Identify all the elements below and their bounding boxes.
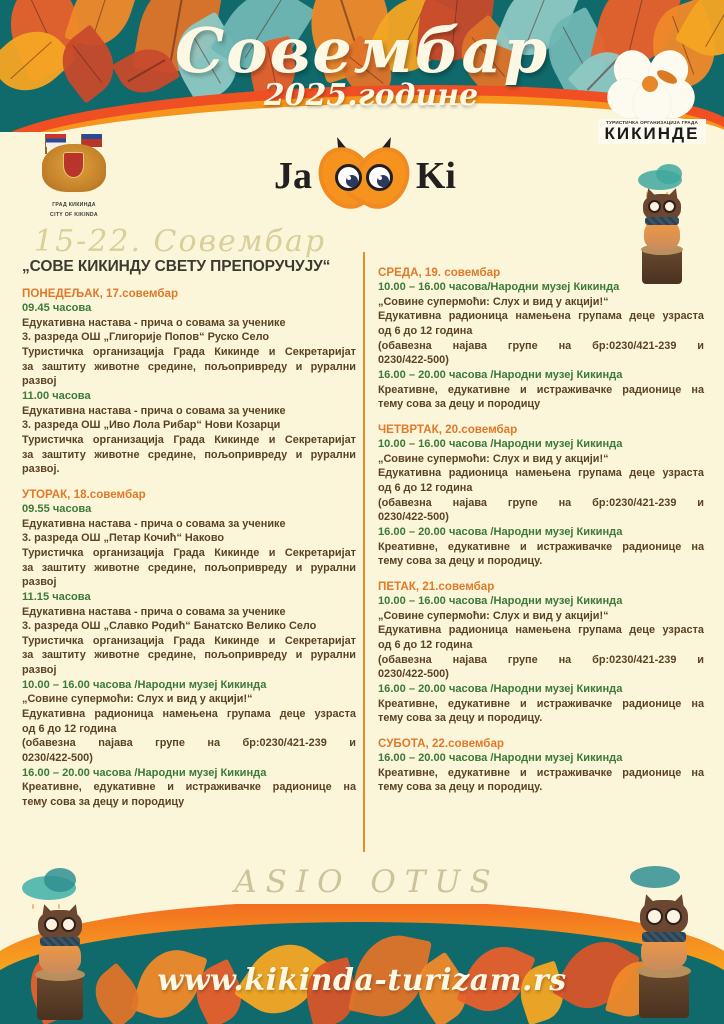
event-time: 11.00 часова bbox=[22, 389, 91, 402]
event-detail-line: Туристичка организација Града Кикинде и Секретаријат bbox=[22, 433, 356, 446]
event-time: 16.00 – 20.00 часова /Народни музеј Кикинда bbox=[378, 751, 623, 764]
owl-eye-left-icon bbox=[335, 164, 362, 191]
event-detail-line: 0230/422-500) bbox=[378, 668, 449, 681]
event-detail-line: „Совине супермоћи: Слух и вид у акцији!“ bbox=[378, 609, 609, 622]
event-detail-line: за заштиту животне средине, пољопривреду и рурални bbox=[22, 448, 356, 461]
event-detail-line: Туристичка организација Града Кикинде и Секретаријат bbox=[22, 634, 356, 647]
event-detail-line: тему сова за децу и породицу bbox=[22, 796, 185, 808]
day-heading: СРЕДА, 19. совембар bbox=[378, 266, 501, 279]
column-divider bbox=[363, 252, 365, 852]
event-detail-line: Креативне, едукативне и истраживачке радионице на bbox=[378, 540, 704, 553]
jaki-left-text: Ja bbox=[274, 155, 312, 197]
event-detail-line: тему сова за децу и породицу. bbox=[378, 781, 543, 794]
event-detail-line: Креативне, едукативне и истраживачке радионице на bbox=[378, 697, 704, 710]
event-time: 10.00 – 16.00 часова/Народни музеј Кикинда bbox=[378, 281, 620, 293]
day-heading: ПОНЕДЕЉАК, 17.совембар bbox=[22, 287, 179, 300]
event-detail-line: (обавезна најава групе на бр:0230/421-239 и bbox=[378, 653, 704, 666]
event-detail-line: 3. разреда ОШ „Славко Родић“ Банатско Велико Село bbox=[22, 620, 317, 633]
event-detail-line: „Совине супермоћи: Слух и вид у акцији!“ bbox=[378, 452, 609, 465]
event-detail-line: Туристичка организација Града Кикинде и Секретаријат bbox=[22, 546, 356, 559]
event-detail-line: за заштиту животне средине, пољопривреду и рурални bbox=[22, 561, 356, 574]
event-detail-line: од 6 до 12 година bbox=[378, 325, 473, 338]
event-time: 09.55 часова bbox=[22, 502, 92, 515]
event-detail-line: (обавезна најава групе на бр:0230/421-239 и bbox=[378, 496, 704, 509]
owl-heart-icon bbox=[320, 140, 408, 222]
event-time: 09.45 часова bbox=[22, 302, 92, 314]
event-time: 10.00 – 16.00 часова /Народни музеј Кикинда bbox=[378, 437, 623, 450]
tourism-logo-label bbox=[598, 119, 706, 144]
event-time: 16.00 – 20.00 часова /Народни музеј Кикинда bbox=[378, 368, 623, 381]
event-time: 10.00 – 16.00 часова /Народни музеј Кикинда bbox=[22, 678, 267, 691]
event-time: 16.00 – 20.00 часова /Народни музеј Кикинда bbox=[378, 682, 623, 695]
event-time: 11.15 часова bbox=[22, 590, 91, 603]
event-detail-line: „Совине супермоћи: Слух и вид у акцији!“ bbox=[22, 693, 253, 706]
day-heading: СУБОТА, 22.совембар bbox=[378, 736, 504, 750]
event-detail-line: 0230/422-500) bbox=[378, 511, 449, 524]
event-detail-line: 3. разреда ОШ „Глигорије Попов“ Руско Село bbox=[22, 331, 270, 344]
event-detail-line: развој bbox=[22, 375, 57, 388]
program-content bbox=[0, 258, 724, 858]
day-heading: ПЕТАК, 21.совембар bbox=[378, 579, 495, 593]
event-detail-line: Едукативна настава - прича о совама за ученике bbox=[22, 316, 286, 329]
event-detail-line: 3. разреда ОШ „Иво Лола Рибар“ Нови Козарци bbox=[22, 419, 281, 432]
event-detail-line: Едукативна настава - прича о совама за ученике bbox=[22, 517, 286, 530]
event-detail-line: Едукативна радионица намењена групама деце узраста bbox=[22, 708, 356, 721]
event-detail-line: Креативне, едукативне и истраживачке радионице на bbox=[378, 766, 704, 779]
event-detail-line: за заштиту животне средине, пољопривреду и рурални bbox=[22, 649, 356, 662]
left-column bbox=[22, 258, 356, 810]
jaki-right-text: Ki bbox=[415, 155, 456, 197]
event-detail-line: Едукативна радионица намењена групама деце узраста bbox=[378, 310, 704, 323]
tourism-organization-logo bbox=[598, 48, 706, 144]
page-subtitle: 2025.године bbox=[263, 78, 479, 113]
latin-species-name: ASIO OTUS bbox=[234, 864, 500, 900]
event-detail-line: „Совине супермоћи: Слух и вид у акцији!“ bbox=[378, 295, 609, 308]
event-detail-line: тему сова за децу и породицу. bbox=[378, 555, 543, 568]
city-logo-line1: ГРАД КИКИНДА bbox=[52, 202, 96, 208]
event-detail-line: Едукативна радионица намењена групама деце узраста bbox=[378, 467, 704, 480]
event-detail-line: 0230/422-500) bbox=[22, 751, 93, 764]
city-coat-of-arms bbox=[32, 130, 116, 222]
page-title: Совембар bbox=[174, 14, 550, 87]
jaki-owl-logo bbox=[272, 132, 458, 224]
event-detail-line: Едукативна настава - прича о совама за ученике bbox=[22, 605, 286, 618]
event-detail-line: од 6 до 12 година bbox=[378, 639, 473, 652]
event-detail-line: развој bbox=[22, 576, 57, 589]
website-url[interactable]: www.kikinda-turizam.rs bbox=[157, 963, 567, 998]
day-heading: УТОРАК, 18.совембар bbox=[22, 487, 146, 501]
event-time: 16.00 – 20.00 часова /Народни музеј Кикинда bbox=[378, 525, 623, 538]
event-detail-line: од 6 до 12 година bbox=[22, 722, 117, 735]
tourism-logo-line1: ТУРИСТИЧКА ОРГАНИЗАЦИЈА ГРАДА bbox=[606, 120, 698, 125]
event-detail-line: Туристичка организација Града Кикинде и Секретаријат bbox=[22, 346, 356, 359]
event-detail-line: Креативне, едукативне и истраживачке радионице на bbox=[378, 383, 704, 396]
event-detail-line: за заштиту животне средине, пољопривреду и рурални bbox=[22, 360, 356, 373]
event-detail-line: Едукативна настава - прича о совама за ученике bbox=[22, 404, 286, 417]
event-time: 10.00 – 16.00 часова /Народни музеј Кикинда bbox=[378, 594, 623, 607]
owl-eye-right-icon bbox=[366, 164, 393, 191]
date-range-script: 15-22. Совембар bbox=[34, 224, 327, 259]
event-time: 16.00 – 20.00 часова /Народни музеј Кикинда bbox=[22, 766, 267, 779]
event-detail-line: Креативне, едукативне и истраживачке радионице на bbox=[22, 781, 356, 794]
coat-of-arms-icon bbox=[32, 130, 116, 200]
event-detail-line: тему сова за децу и породицу bbox=[378, 398, 541, 411]
event-detail-line: тему сова за децу и породицу. bbox=[378, 712, 543, 725]
event-detail-line: развој. bbox=[22, 463, 60, 476]
event-detail-line: од 6 до 12 година bbox=[378, 482, 473, 495]
flower-icon bbox=[604, 48, 700, 120]
event-detail-line: 3. разреда ОШ „Петар Кочић“ Наково bbox=[22, 532, 225, 545]
tourism-logo-line2: КИКИНДЕ bbox=[604, 124, 700, 143]
event-detail-line: развој bbox=[22, 664, 57, 677]
owl-illustration-bottom-left bbox=[14, 890, 106, 1020]
city-logo-line2: CITY OF KIKINDA bbox=[50, 211, 98, 218]
event-detail-line: 0230/422-500) bbox=[378, 354, 449, 367]
day-heading: ЧЕТВРТАК, 20.совембар bbox=[378, 422, 518, 436]
right-column bbox=[378, 266, 704, 795]
event-detail-line: (обавезна најава групе на бр:0230/421-239 и bbox=[378, 339, 704, 352]
event-detail-line: (обавезна najава групе на бр:0230/421-239 и bbox=[22, 737, 356, 750]
program-title: „СОВЕ КИКИНДУ СВЕТУ ПРЕПОРУЧУЈУ“ bbox=[22, 258, 331, 275]
event-detail-line: Едукативна радионица намењена групама деце узраста bbox=[378, 624, 704, 637]
